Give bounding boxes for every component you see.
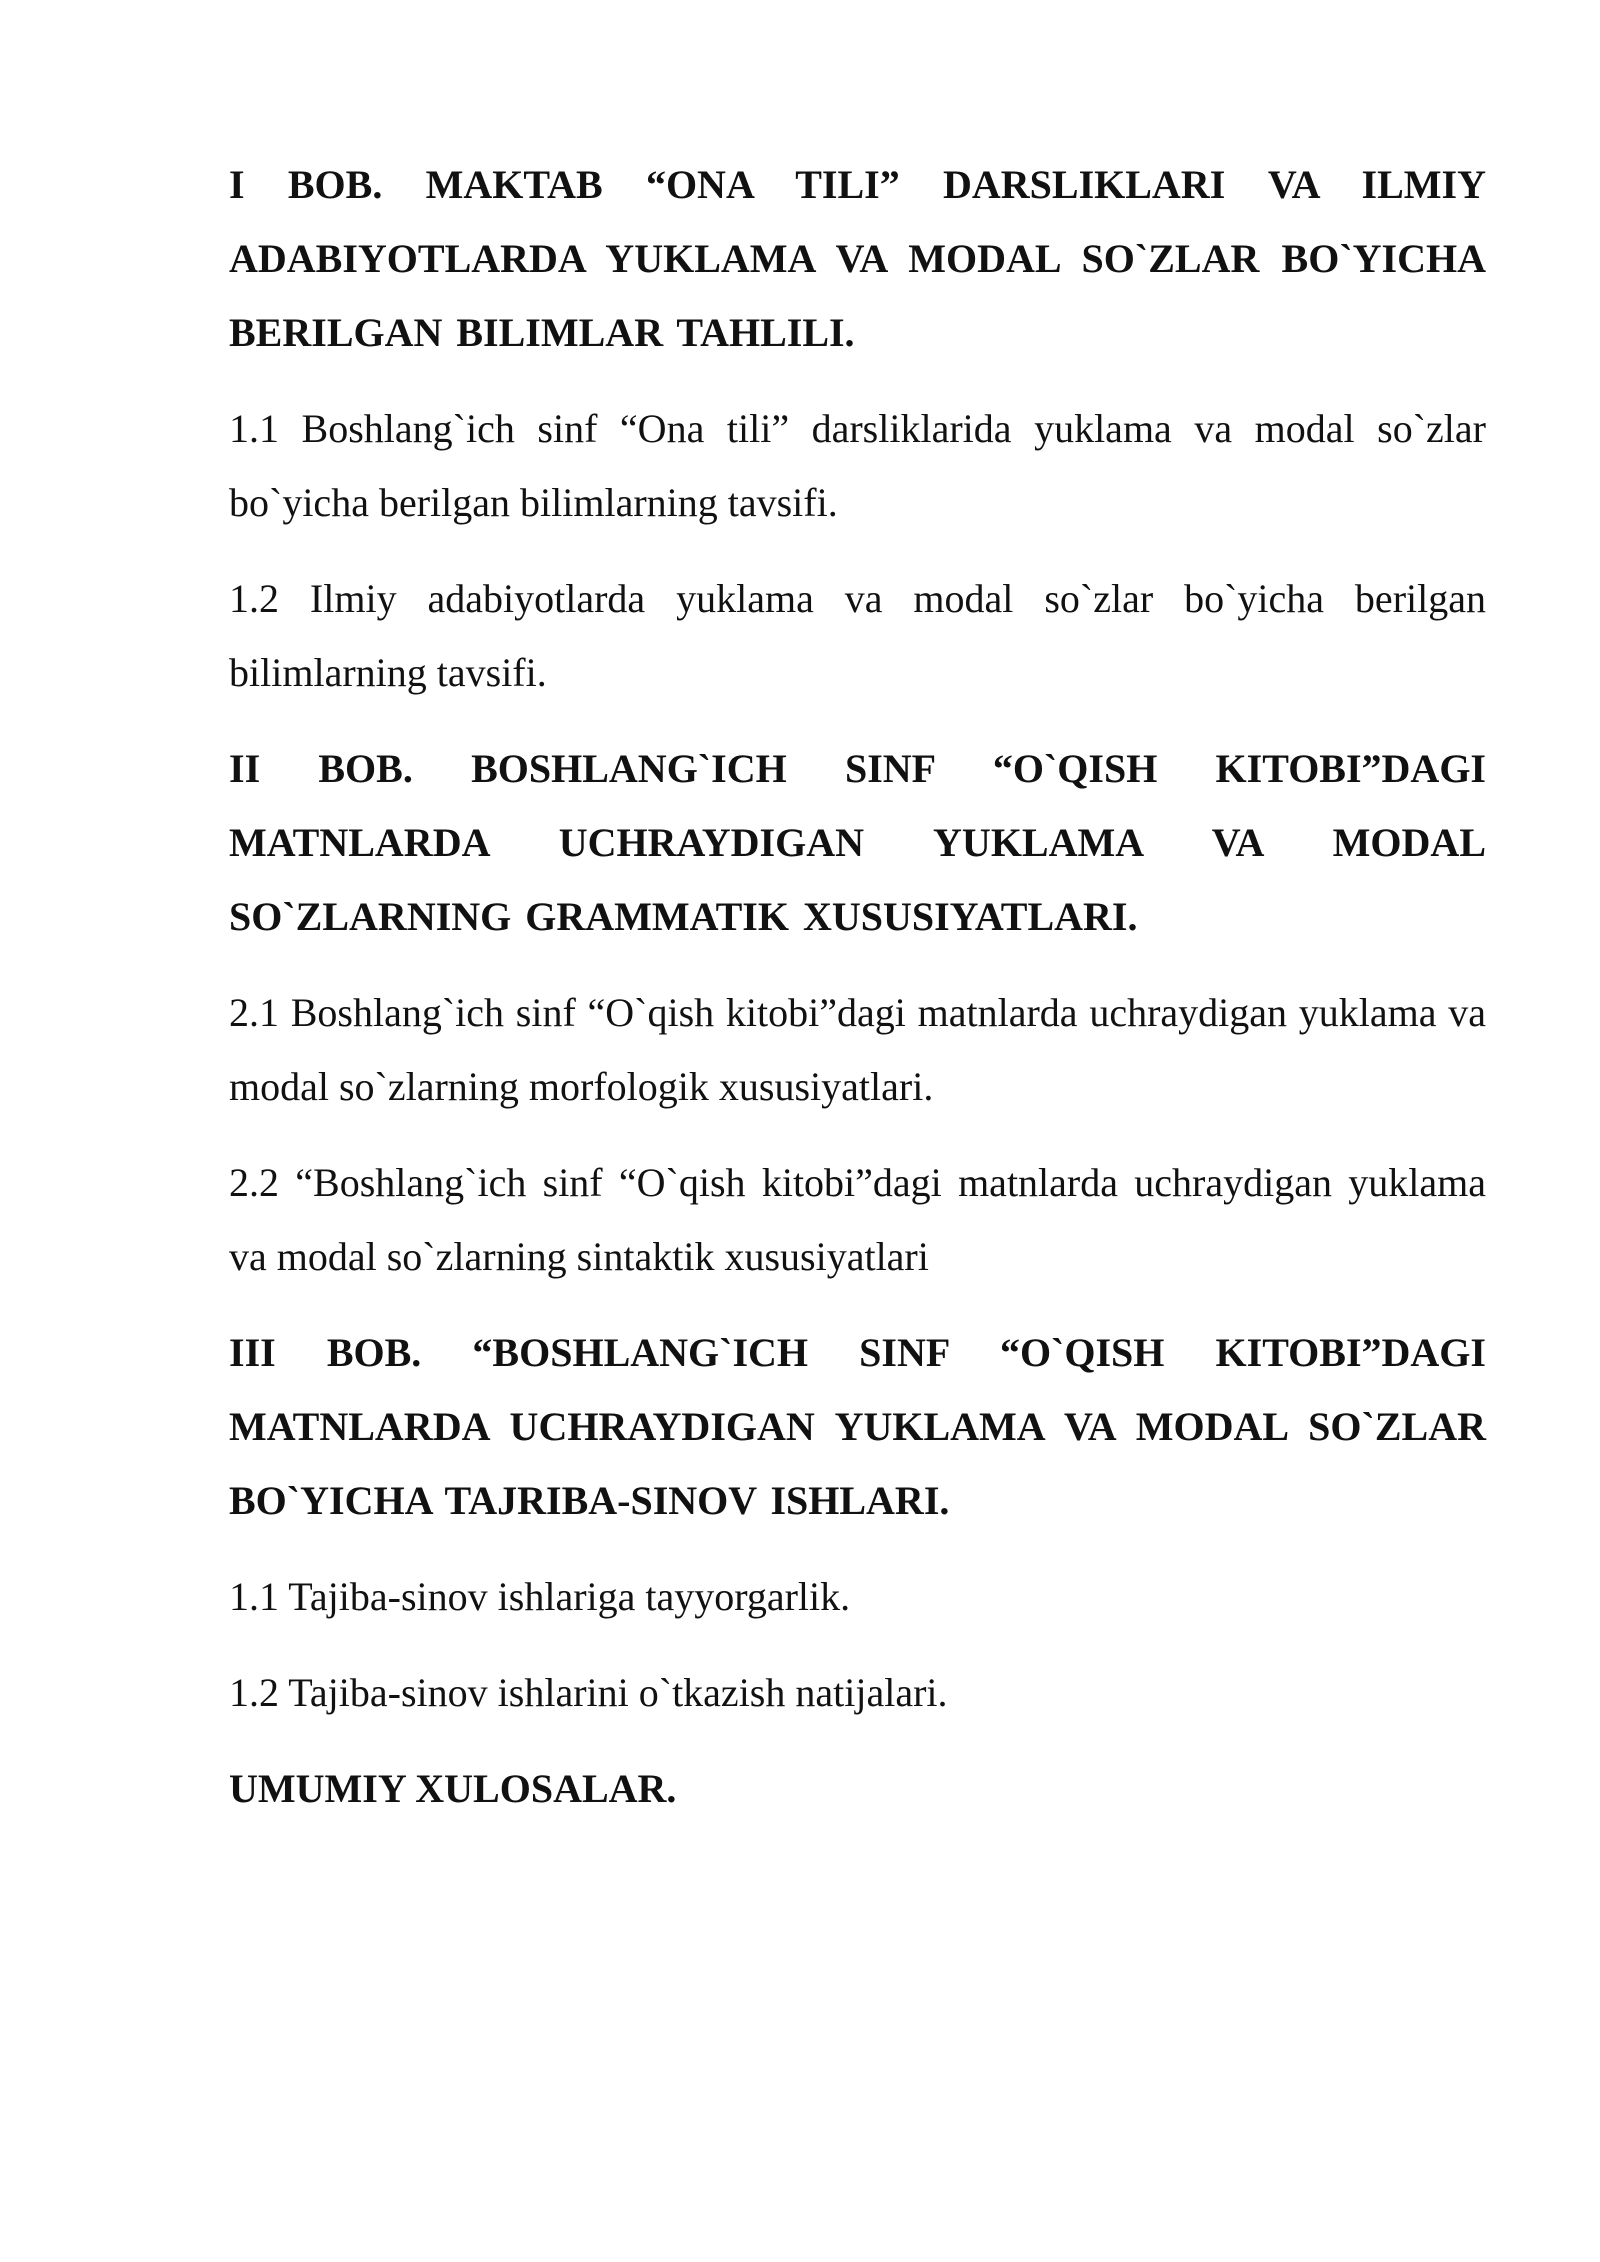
chapter-3-heading: III BOB. “BOSHLANG`ICH SINF “O`QISH KITOBI”DAGI MATNLARDA UCHRAYDIGAN YUKLAMA VA MODAL SO`ZLAR BO`YICHA TAJRIBA-SINOV ISHLARI.: [229, 1330, 1486, 1523]
chapter-1-heading: I BOB. MAKTAB “ONA TILI” DARSLIKLARI VA ILMIY ADABIYOTLARDA YUKLAMA VA MODAL SO`ZLAR BO`YICHA BERILGAN BILIMLAR TAHLILI.: [229, 162, 1486, 355]
document-page: [229, 148, 1486, 1848]
section-3-1: 1.1 Tajiba-sinov ishlariga tayyorgarlik.: [229, 1574, 851, 1619]
conclusions-heading: UMUMIY XULOSALAR.: [229, 1766, 677, 1811]
section-1-1: 1.1 Boshlang`ich sinf “Ona tili” darsliklarida yuklama va modal so`zlar bo`yicha berilgan bilimlarning tavsifi.: [229, 406, 1486, 525]
section-3-2: 1.2 Tajiba-sinov ishlarini o`tkazish natijalari.: [229, 1670, 948, 1715]
section-2-1: 2.1 Boshlang`ich sinf “O`qish kitobi”dagi matnlarda uchraydigan yuklama va modal so`zlarning morfologik xususiyatlari.: [229, 990, 1486, 1109]
section-2-2: 2.2 “Boshlang`ich sinf “O`qish kitobi”dagi matnlarda uchraydigan yuklama va modal so`zlarning sintaktik xususiyatlari: [229, 1160, 1486, 1279]
section-1-2: 1.2 Ilmiy adabiyotlarda yuklama va modal so`zlar bo`yicha berilgan bilimlarning tavsifi.: [229, 576, 1486, 695]
chapter-2-heading: II BOB. BOSHLANG`ICH SINF “O`QISH KITOBI”DAGI MATNLARDA UCHRAYDIGAN YUKLAMA VA MODAL SO`ZLARNING GRAMMATIK XUSUSIYATLARI.: [229, 746, 1486, 939]
